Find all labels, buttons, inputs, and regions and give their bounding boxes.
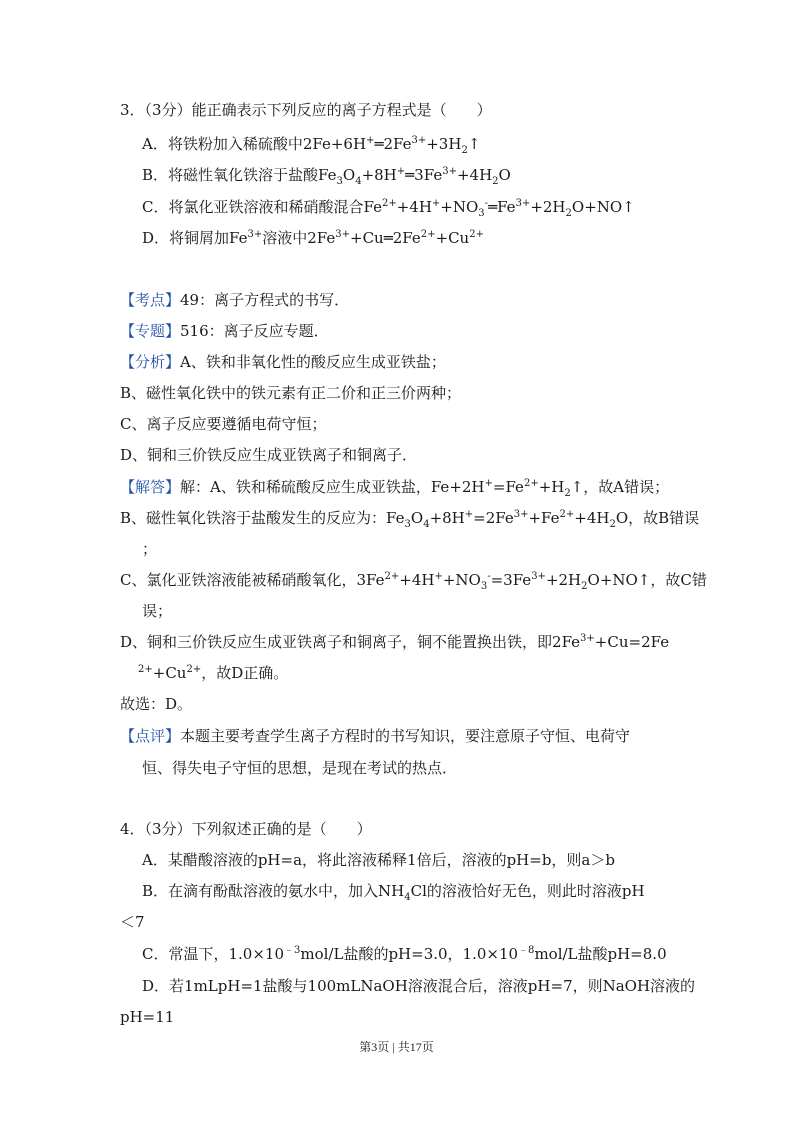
dianping-tag: 【点评】 [120,727,181,745]
question-number: 4．（3分） [120,820,192,838]
q4-option-a: A．某醋酸溶液的pH=a，将此溶液稀释1倍后，溶液的pH=b，则a＞b [142,851,615,869]
zhuanti-line: 【专题】516：离子反应专题． [120,322,329,340]
dianping-line-2: 恒、得失电子守恒的思想，是现在考试的热点． [142,759,458,777]
question-3-stem: 3．（3分）能正确表示下列反应的离子方程式是（ ） [120,101,492,119]
jieda-line-d: D、铜和三价铁反应生成亚铁离子和铜离子，铜不能置换出铁，即$2Fe^{3+}+Cu=2Fe$ [120,633,670,651]
question-4-stem: 4．（3分）下列叙述正确的是（ ） [120,820,372,838]
q4-option-c: C．常温下，$1.0\times 10^{﹣3}mol/L$盐酸的pH=3.0，$1.0\times 10^{﹣8}mol/L$盐酸pH=8.0 [142,945,667,963]
fenxi-tag: 【分析】 [120,353,181,371]
fenxi-line: 【分析】A、铁和非氧化性的酸反应生成亚铁盐； [120,353,446,371]
fenxi-c: C、离子反应要遵循电荷守恒； [120,415,327,433]
page-footer: 第3页 | 共17页 [359,1040,434,1054]
q4-option-d-tail: pH=11 [120,1008,175,1026]
jieda-line-c-tail: 误； [142,602,173,620]
jieda-line-b: B、磁性氧化铁溶于盐酸发生的反应为：$Fe_3O_4+8H^+=2Fe^{3+}+Fe^{2+}+4H_2O$，故B错误 [120,509,700,530]
q4-option-d: D．若1mLpH=1盐酸与100mLNaOH溶液混合后，溶液pH=7，则NaOH溶液的 [142,977,696,995]
q4-option-b-tail: ＜7 [120,913,145,931]
q4-option-b: B．在滴有酚酞溶液的氨水中，加入$NH_4Cl$的溶液恰好无色，则此时溶液pH [142,882,645,903]
option-b: B．将磁性氧化铁溶于盐酸$Fe_3O_4+8H^+═3Fe^{3+}+4H_2O$ [142,166,511,187]
kaodian-line: 【考点】49：离子方程式的书写． [120,291,350,309]
jieda-tag: 【解答】 [120,478,181,496]
question-number: 3．（3分） [120,101,192,119]
option-a: A．将铁粉加入稀硫酸中$2Fe+6H^+═2Fe^{3+}+3H_2↑$ [142,135,481,156]
jieda-line-c: C、氯化亚铁溶液能被稀硝酸氧化，$3Fe^{2+}+4H^++NO_3^-=3Fe^{3+}+2H_2O+NO↑$，故C错 [120,571,707,592]
answer-line: 故选：D。 [120,695,193,713]
kaodian-tag: 【考点】 [120,291,181,309]
fenxi-d: D、铜和三价铁反应生成亚铁离子和铜离子． [120,446,418,464]
fenxi-b: B、磁性氧化铁中的铁元素有正二价和正三价两种； [120,384,462,402]
dianping-line: 【点评】本题主要考查学生离子方程时的书写知识，要注意原子守恒、电荷守 [120,727,631,745]
jieda-line-b-tail: ； [142,540,158,558]
jieda-line-d-tail: $^{2+}+Cu^{2+}$，故D正确。 [138,664,289,682]
option-c: C．将氯化亚铁溶液和稀硝酸混合$Fe^{2+}+4H^++NO_3^-═Fe^{3+}+2H_2O+NO↑$ [142,198,635,219]
zhuanti-tag: 【专题】 [120,322,181,340]
option-d: D．将铜屑加$Fe^{3+}$溶液中$2Fe^{3+}+Cu═2Fe^{2+}+Cu^{2+}$ [142,229,484,247]
jieda-line-a: 【解答】解：A、铁和稀硫酸反应生成亚铁盐，$Fe+2H^+=Fe^{2+}+H_2↑$，故A错误； [120,478,670,499]
